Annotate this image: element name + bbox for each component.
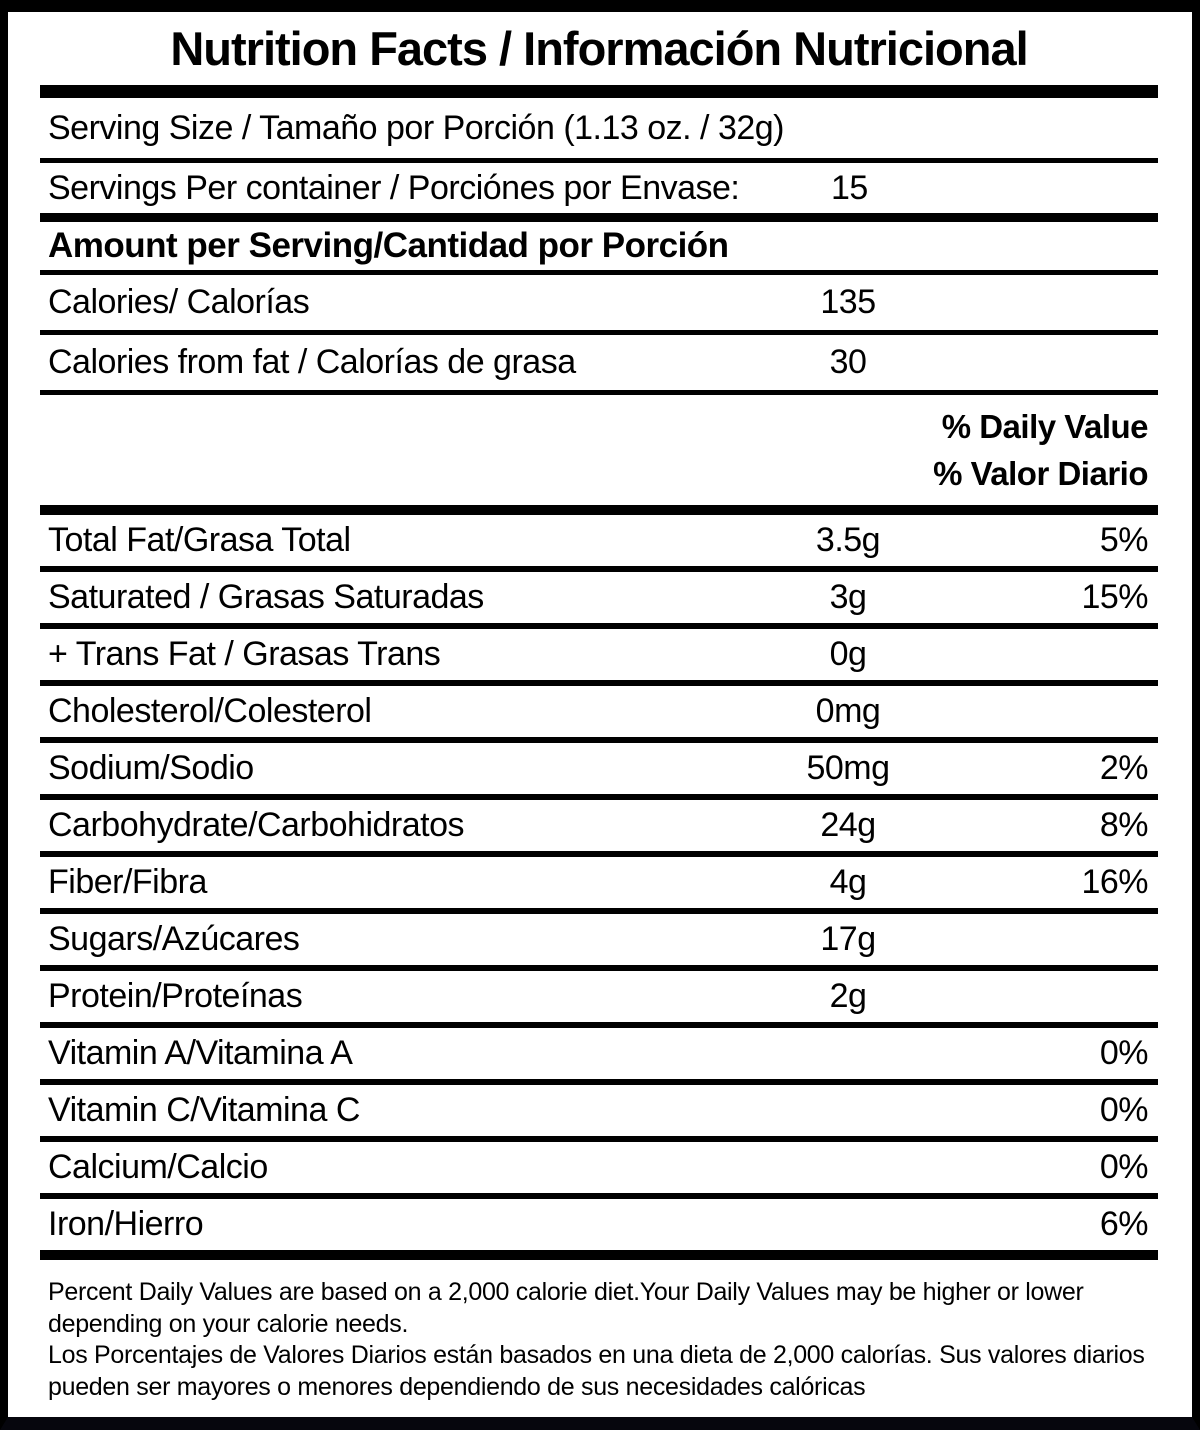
nutrient-label: Saturated / Grasas Saturadas <box>48 578 484 616</box>
calories-label: Calories/ Calorías <box>48 283 310 321</box>
nutrient-label: Total Fat/Grasa Total <box>48 521 351 559</box>
nutrient-dv: 15% <box>1081 578 1148 616</box>
nutrient-dv: 16% <box>1081 863 1148 901</box>
title-divider <box>40 85 1158 98</box>
nutrient-label: Carbohydrate/Carbohidratos <box>48 806 465 844</box>
nutrient-label: Vitamin A/Vitamina A <box>48 1034 353 1072</box>
serving-size-row <box>40 98 1158 158</box>
nutrient-dv: 0% <box>1099 1091 1148 1129</box>
nutrient-dv: 6% <box>1099 1205 1148 1243</box>
nutrient-row-cholesterol <box>40 686 1158 737</box>
amount-per-serving-label: Amount per Serving/Cantidad por Porción <box>48 226 729 265</box>
nutrient-amount: 0g <box>829 635 867 673</box>
nutrient-row-iron <box>40 1199 1158 1250</box>
nutrient-amount: 2g <box>829 977 867 1015</box>
serving-size-label: Serving Size / Tamaño por Porción (1.13 oz. / 32g) <box>48 108 784 147</box>
nutrient-amount: 24g <box>820 806 876 844</box>
nutrient-dv: 5% <box>1099 521 1148 559</box>
nutrient-label: Protein/Proteínas <box>48 977 303 1015</box>
nutrient-row-fiber <box>40 857 1158 908</box>
nutrient-row-vitamin-a <box>40 1028 1158 1079</box>
nutrient-label: Sugars/Azúcares <box>48 920 300 958</box>
amount-per-serving-row <box>40 222 1158 270</box>
nutrient-row-calcium <box>40 1142 1158 1193</box>
nutrient-label: + Trans Fat / Grasas Trans <box>48 635 441 673</box>
footnote-spanish: Los Porcentajes de Valores Diarios están basados en una dieta de 2,000 calorías. Sus valores diarios pueden ser mayores o menores dependiendo de sus necesidades calóricas <box>48 1341 1145 1401</box>
nutrient-amount: 17g <box>820 920 876 958</box>
nutrient-row-vitamin-c <box>40 1085 1158 1136</box>
servings-per-container-row <box>40 163 1158 213</box>
nutrient-amount: 3g <box>829 578 867 616</box>
label-title: Nutrition Facts / Información Nutricional <box>170 22 1028 75</box>
divider-thick <box>40 505 1158 515</box>
divider-thick <box>40 1250 1158 1260</box>
calories-value: 135 <box>820 283 876 321</box>
nutrient-amount: 0mg <box>815 692 881 730</box>
nutrient-label: Sodium/Sodio <box>48 749 254 787</box>
divider-thick <box>40 213 1158 222</box>
nutrient-amount: 4g <box>829 863 867 901</box>
footnote-english: Percent Daily Values are based on a 2,000 calorie diet.Your Daily Values may be higher or lower depending on your calorie needs. <box>48 1278 1084 1338</box>
nutrient-dv: 2% <box>1099 749 1148 787</box>
servings-per-container-value: 15 <box>830 168 868 207</box>
nutrient-dv: 0% <box>1099 1034 1148 1072</box>
nutrient-label: Calcium/Calcio <box>48 1148 268 1186</box>
servings-per-container-label: Servings Per container / Porciónes por Envase: <box>48 168 740 207</box>
nutrient-row-carbohydrate <box>40 800 1158 851</box>
nutrient-label: Cholesterol/Colesterol <box>48 692 372 730</box>
calories-from-fat-row <box>40 335 1158 390</box>
nutrient-label: Vitamin C/Vitamina C <box>48 1091 360 1129</box>
nutrient-amount: 3.5g <box>815 521 881 559</box>
nutrient-row-total-fat <box>40 515 1158 566</box>
nutrient-row-saturated-fat <box>40 572 1158 623</box>
daily-value-header <box>40 395 1158 505</box>
calories-row <box>40 275 1158 330</box>
calories-from-fat-value: 30 <box>829 343 867 381</box>
nutrient-row-sugars <box>40 914 1158 965</box>
daily-value-header-en: % Daily Value <box>941 407 1148 445</box>
daily-value-header-es: % Valor Diario <box>933 454 1148 492</box>
nutrient-row-sodium <box>40 743 1158 794</box>
nutrient-dv: 8% <box>1099 806 1148 844</box>
nutrient-label: Iron/Hierro <box>48 1205 204 1243</box>
nutrient-row-protein <box>40 971 1158 1022</box>
nutrient-amount: 50mg <box>806 749 890 787</box>
nutrient-dv: 0% <box>1099 1148 1148 1186</box>
nutrient-row-trans-fat <box>40 629 1158 680</box>
calories-from-fat-label: Calories from fat / Calorías de grasa <box>48 343 576 381</box>
footnote <box>40 1277 1158 1403</box>
nutrient-label: Fiber/Fibra <box>48 863 207 901</box>
